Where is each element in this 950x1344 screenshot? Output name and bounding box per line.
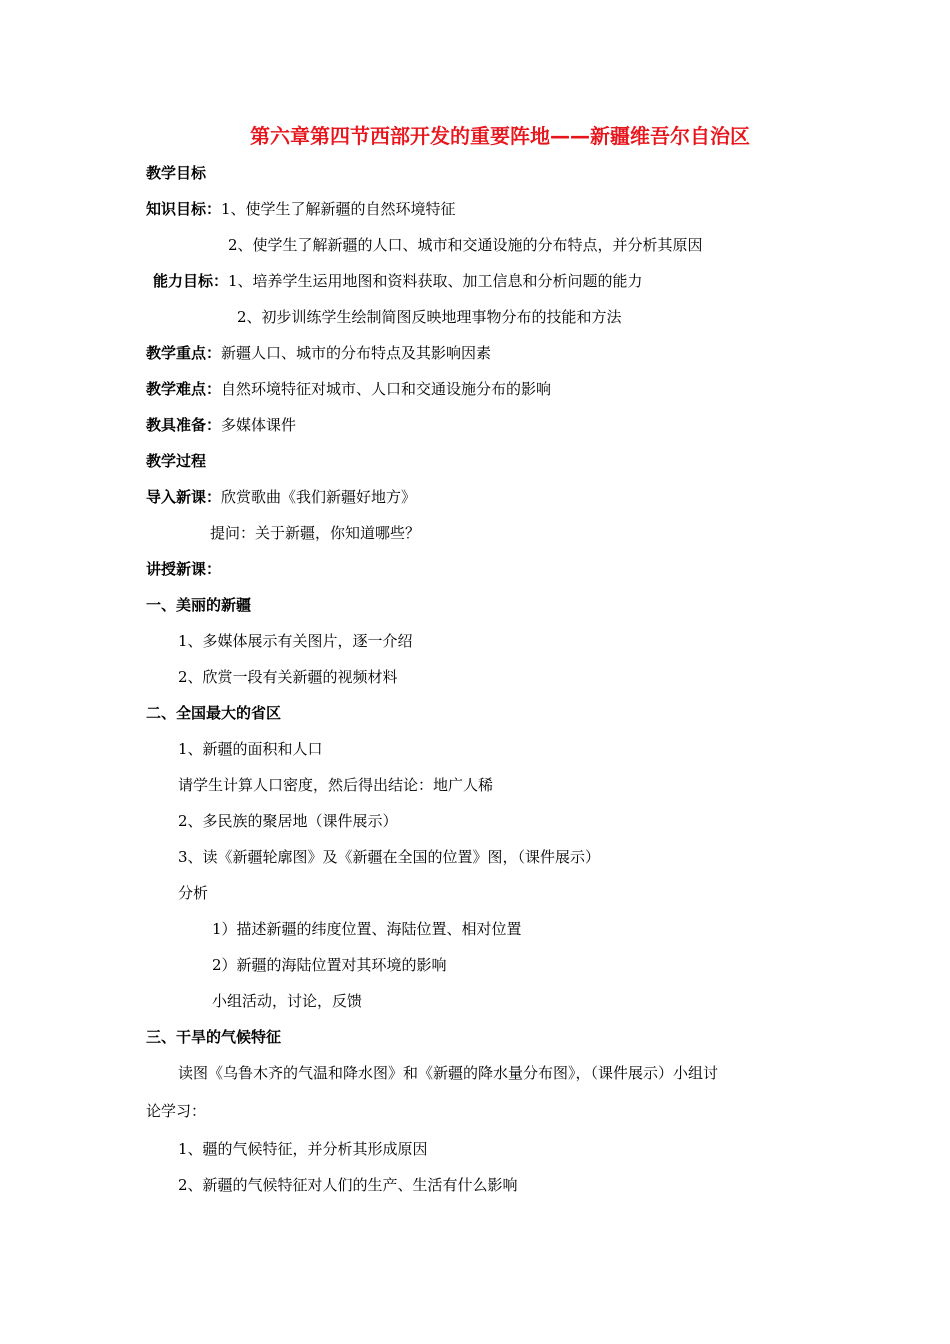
key-point-text: 新疆人口、城市的分布特点及其影响因素: [221, 344, 492, 362]
section-2-item-1: 1、新疆的面积和人口: [178, 740, 323, 758]
process-heading: 教学过程: [146, 452, 207, 470]
difficulty-text: 自然环境特征对城市、人口和交通设施分布的影响: [221, 380, 552, 398]
section-3-heading: 三、干旱的气候特征: [146, 1028, 282, 1046]
key-point-label: 教学重点：: [146, 344, 222, 362]
ability-goal-item-1: 1、培养学生运用地图和资料获取、加工信息和分析问题的能力: [228, 272, 643, 290]
section-2-sub-2: 2）新疆的海陆位置对其环境的影响: [212, 956, 447, 974]
intro-question: 提问：关于新疆，你知道哪些？: [210, 524, 421, 542]
section-2-item-3: 3、读《新疆轮廓图》及《新疆在全国的位置》图，（课件展示）: [178, 848, 601, 866]
section-1-item-1: 1、多媒体展示有关图片，逐一介绍: [178, 632, 413, 650]
section-2-activity: 小组活动，讨论，反馈: [212, 992, 363, 1010]
difficulty-line: [146, 378, 551, 400]
section-1-heading: 一、美丽的新疆: [146, 596, 252, 614]
ability-goal-label: 能力目标：: [153, 272, 229, 290]
document-title: 第六章第四节西部开发的重要阵地——新疆维吾尔自治区: [250, 124, 750, 148]
tools-text: 多媒体课件: [221, 416, 297, 434]
section-2-item-2: 2、多民族的聚居地（课件展示）: [178, 812, 398, 830]
intro-label: 导入新课：: [146, 488, 222, 506]
section-1-item-2: 2、欣赏一段有关新疆的视频材料: [178, 668, 398, 686]
key-point-line: [146, 342, 491, 364]
section-2-item-1-note: 请学生计算人口密度，然后得出结论：地广人稀: [178, 776, 494, 794]
tools-line: [146, 414, 296, 436]
section-3-paragraph-line-2: 论学习：: [146, 1102, 207, 1120]
goals-heading: 教学目标: [146, 164, 207, 182]
section-3-item-2: 2、新疆的气候特征对人们的生产、生活有什么影响: [178, 1176, 518, 1194]
knowledge-goal-label: 知识目标：: [146, 200, 222, 218]
section-3-paragraph-line-1: 读图《乌鲁木齐的气温和降水图》和《新疆的降水量分布图》，（课件展示）小组讨: [178, 1064, 719, 1082]
intro-text: 欣赏歌曲《我们新疆好地方》: [221, 488, 417, 506]
knowledge-goal-item-1: 1、使学生了解新疆的自然环境特征: [221, 200, 456, 218]
knowledge-goal-line: [146, 198, 456, 220]
section-2-analysis: 分析: [178, 884, 209, 902]
intro-line: [146, 486, 416, 508]
ability-goal-line: [153, 270, 643, 292]
tools-label: 教具准备：: [146, 416, 222, 434]
section-2-sub-1: 1）描述新疆的纬度位置、海陆位置、相对位置: [212, 920, 522, 938]
knowledge-goal-item-2: 2、使学生了解新疆的人口、城市和交通设施的分布特点，并分析其原因: [228, 236, 703, 254]
ability-goal-item-2: 2、初步训练学生绘制简图反映地理事物分布的技能和方法: [237, 308, 622, 326]
section-3-item-1: 1、疆的气候特征，并分析其形成原因: [178, 1140, 428, 1158]
lecture-label: 讲授新课：: [146, 560, 222, 578]
section-2-heading: 二、全国最大的省区: [146, 704, 282, 722]
difficulty-label: 教学难点：: [146, 380, 222, 398]
